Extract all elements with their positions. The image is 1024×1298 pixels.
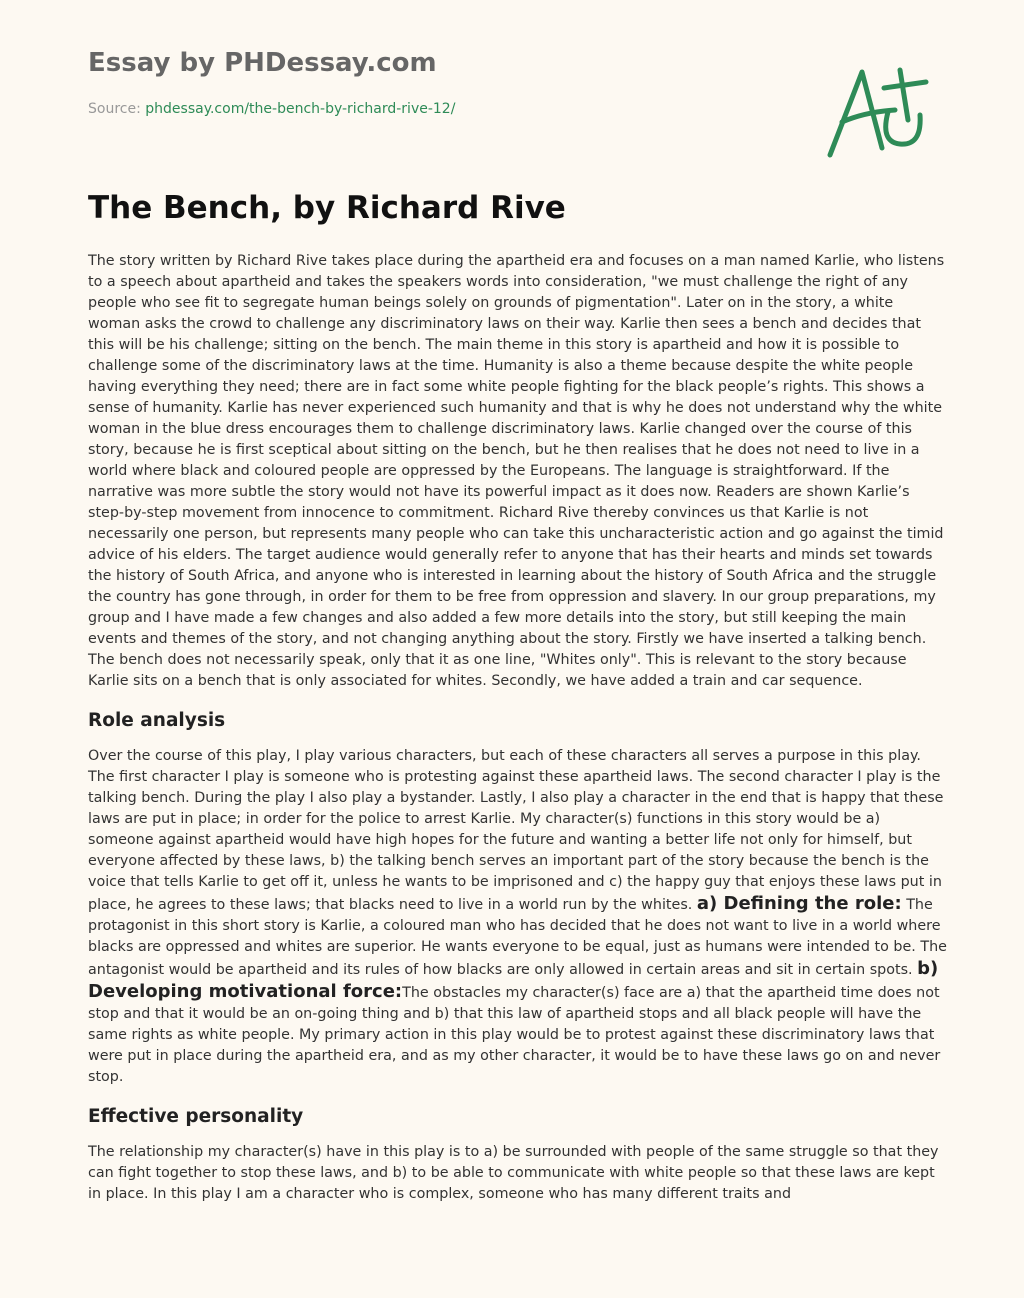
role-text-1: Over the course of this play, I play various characters, but each of these characters all serves a purpose in this play. The first character I play is someone who is protesting against these apartheid laws. The second character I play is the talking bench. During the play I also play a bystander. Lastly, I also play a character in the end that is happy that these laws are put in place; in order for the police to arrest Karlie. My character(s) functions in this story would be a) someone against apartheid would have high hopes for the future and wanting a better life not only for himself, but everyone affected by these laws, b) the talking bench serves an important part of the story because the bench is the voice that tells Karlie to get off it, unless he wants to be imprisoned and c) the happy guy that enjoys these laws put in place, he agrees to these laws; that blacks need to live in a world run by the whites. (88, 748, 944, 913)
role-text-2: The protagonist in this short story is Karlie, a coloured man who has decided that he does not want to live in a world where blacks are oppressed and whites are superior. He wants everyone to be equal, just as humans were intended to be. The antagonist would be apartheid and its rules of how blacks are only allowed in certain areas and sit in certain spots. (88, 897, 947, 978)
site-title: Essay by PHDessay.com (88, 48, 437, 78)
role-analysis-paragraph (88, 746, 948, 1088)
defining-role-subheading: a) Defining the role: (696, 893, 902, 914)
article-body (88, 251, 948, 1205)
effective-personality-heading: Effective personality (88, 1106, 304, 1127)
a-plus-logo-icon (820, 60, 940, 170)
article-title: The Bench, by Richard Rive (88, 190, 566, 226)
source-label: Source: (88, 101, 146, 117)
personality-paragraph: The relationship my character(s) have in this play is to a) be surrounded with people of the same struggle so that they can fight together to stop these laws, and b) to be able to communicate with white people so that these laws are kept in place. In this play I am a character who is complex, someone who has many different traits and (88, 1144, 939, 1202)
role-analysis-heading: Role analysis (88, 710, 226, 731)
source-line (88, 101, 455, 117)
source-link[interactable]: phdessay.com/the-bench-by-richard-rive-12/ (145, 101, 456, 117)
intro-paragraph: The story written by Richard Rive takes place during the apartheid era and focuses on a man named Karlie, who listens to a speech about apartheid and takes the speakers words into consideration, "we must challenge the right of any people who see fit to segregate human beings solely on grounds of pigmentation". Later on in the story, a white woman asks the crowd to challenge any discriminatory laws on their way. Karlie then sees a bench and decides that this will be his challenge; sitting on the bench. The main theme in this story is apartheid and how it is possible to challenge some of the discriminatory laws at the time. Humanity is also a theme because despite the white people having everything they need; there are in fact some white people fighting for the black people’s rights. This shows a sense of humanity. Karlie has never experienced such humanity and that is why he does not understand why the white woman in the blue dress encourages them to challenge discriminatory laws. Karlie changed over the course of this story, because he is first sceptical about sitting on the bench, but he then realises that he does not need to live in a world where black and coloured people are oppressed by the Europeans. The language is straightforward. If the narrative was more subtle the story would not have its powerful impact as it does now. Readers are shown Karlie’s step-by-step movement from innocence to commitment. Richard Rive thereby convinces us that Karlie is not necessarily one person, but represents many people who can take this uncharacteristic action and go against the timid advice of his elders. The target audience would generally refer to anyone that has their hearts and minds set towards the history of South Africa, and anyone who is interested in learning about the history of South Africa and the struggle the country has gone through, in order for them to be free from oppression and slavery. In our group preparations, my group and I have made a few changes and also added a few more details into the story, but still keeping the main events and themes of the story, and not changing anything about the story. Firstly we have inserted a talking bench. The bench does not necessarily speak, only that it as one line, "Whites only". This is relevant to the story because Karlie sits on a bench that is only associated for whites. Secondly, we have added a train and car sequence. (88, 253, 945, 689)
role-text-3: The obstacles my character(s) face are a) that the apartheid time does not stop and that it would be an on-going thing and b) that this law of apartheid stops and all black people will have the same rights as white people. My primary action in this play would be to protest against these discriminatory laws that were put in place during the apartheid era, and as my other character, it would be to have these laws go on and never stop. (88, 985, 941, 1085)
motivational-force-subheading: b) Developing motivational force: (88, 958, 939, 1002)
